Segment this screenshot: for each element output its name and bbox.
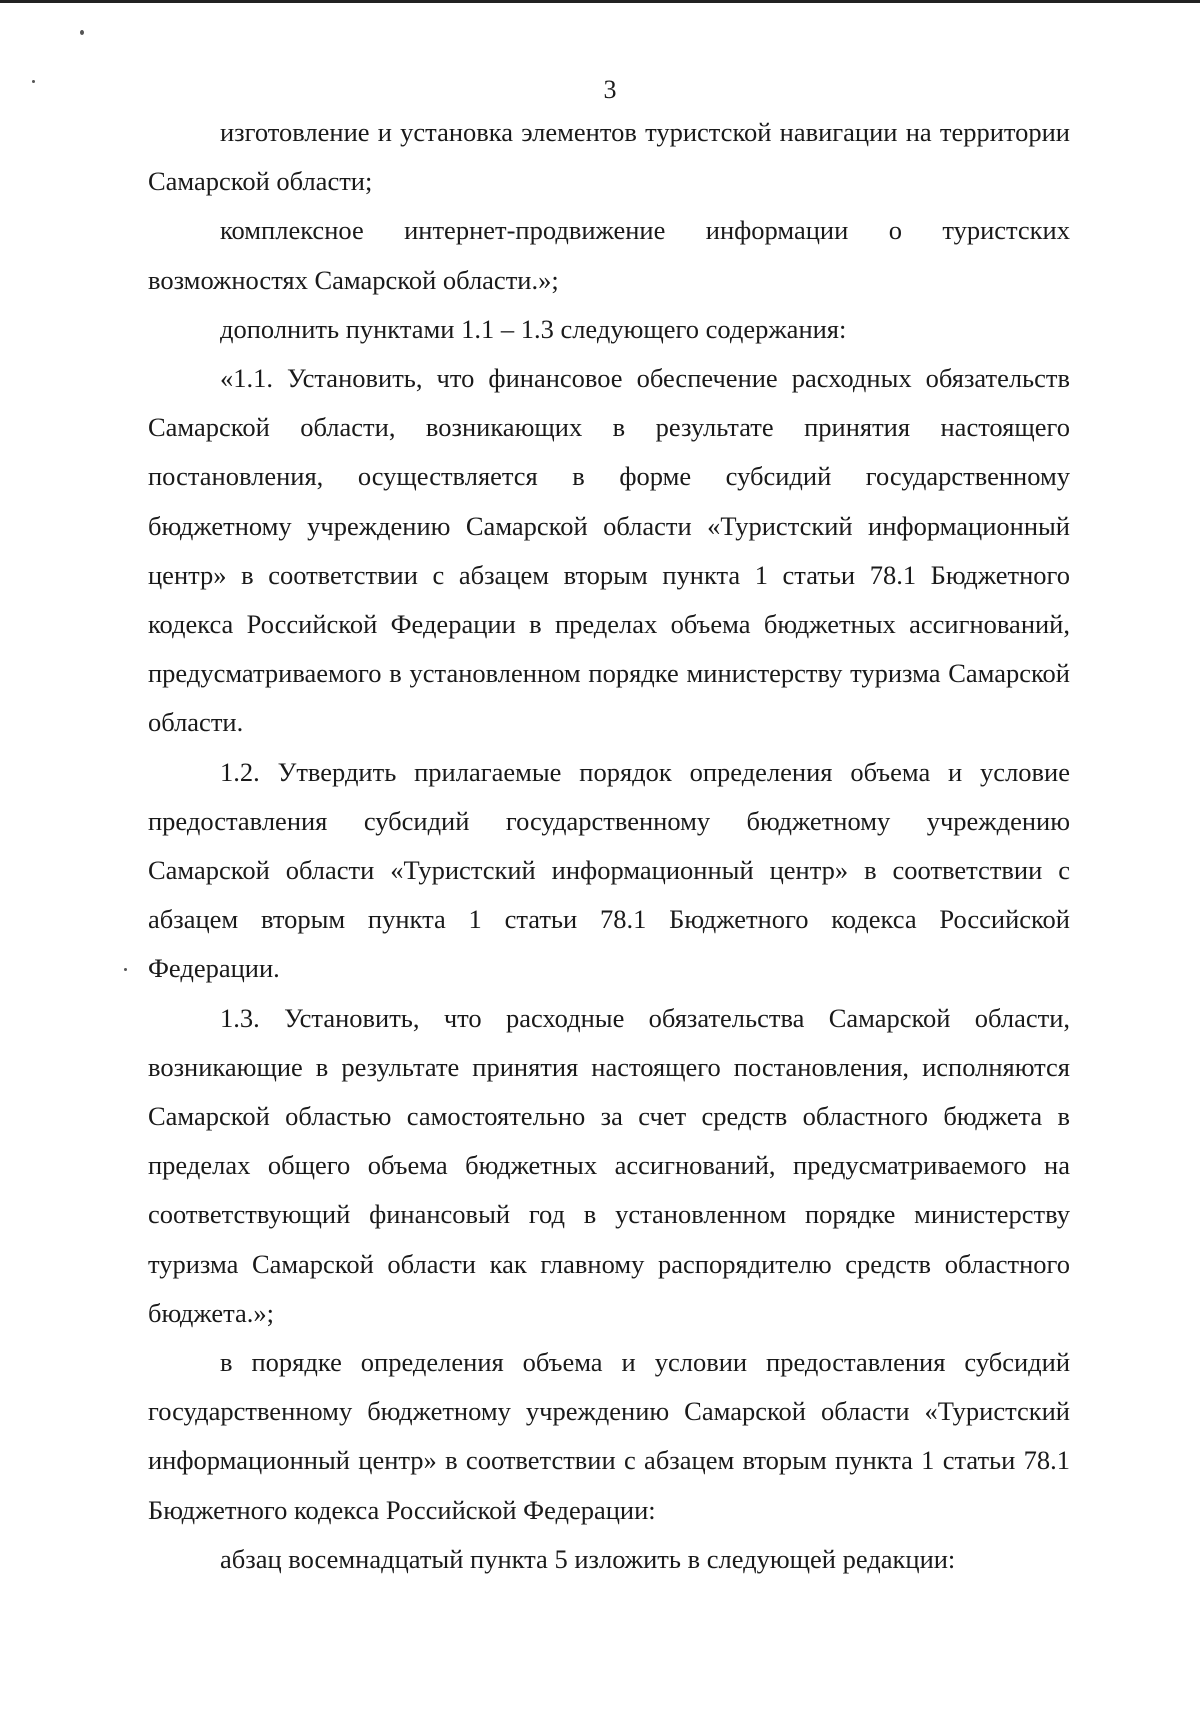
paragraph: в порядке определения объема и условии предоставления субсидий государственному бюджетному учреждению Самарской области «Туристский информационный центр» в соответствии с абзацем вторым пункта 1 статьи 78.1 Бюджетного кодекса Российской Федерации: bbox=[148, 1347, 1070, 1525]
paragraph: дополнить пунктами 1.1 – 1.3 следующего содержания: bbox=[220, 313, 847, 344]
scan-speck bbox=[80, 30, 84, 35]
paragraph: абзац восемнадцатый пункта 5 изложить в следующей редакции: bbox=[220, 1543, 956, 1574]
document-body bbox=[148, 108, 1070, 1584]
paragraph: 1.2. Утвердить прилагаемые порядок определения объема и условие предоставления субсидий государственному бюджетному учреждению Самарской области «Туристский информационный центр» в соответствии с абзацем вторым пункта 1 статьи 78.1 Бюджетного кодекса Российской Федерации. bbox=[148, 756, 1070, 984]
paragraph: изготовление и установка элементов туристской навигации на территории Самарской области; bbox=[148, 117, 1070, 197]
paragraph: 1.3. Установить, что расходные обязательства Самарской области, возникающие в результате принятия настоящего постановления, исполняются Самарской областью самостоятельно за счет средств областного бюджета в пределах общего объема бюджетных ассигнований, предусматриваемого на соответствующий финансовый год в установленном порядке министерству туризма Самарской области как главному распорядителю средств областного бюджета.»; bbox=[148, 1002, 1070, 1328]
scan-top-border bbox=[0, 0, 1200, 3]
paragraph: комплексное интернет-продвижение информации о туристских возможностях Самарской области.»; bbox=[148, 215, 1070, 295]
paragraph: «1.1. Установить, что финансовое обеспечение расходных обязательств Самарской области, возникающих в результате принятия настоящего постановления, осуществляется в форме субсидий государственному бюджетному учреждению Самарской области «Туристский информационный центр» в соответствии с абзацем вторым пункта 1 статьи 78.1 Бюджетного кодекса Российской Федерации в пределах объема бюджетных ассигнований, предусматриваемого в установленном порядке министерству туризма Самарской области. bbox=[148, 363, 1070, 738]
page-number: 3 bbox=[603, 75, 617, 104]
scan-speck bbox=[124, 968, 127, 971]
